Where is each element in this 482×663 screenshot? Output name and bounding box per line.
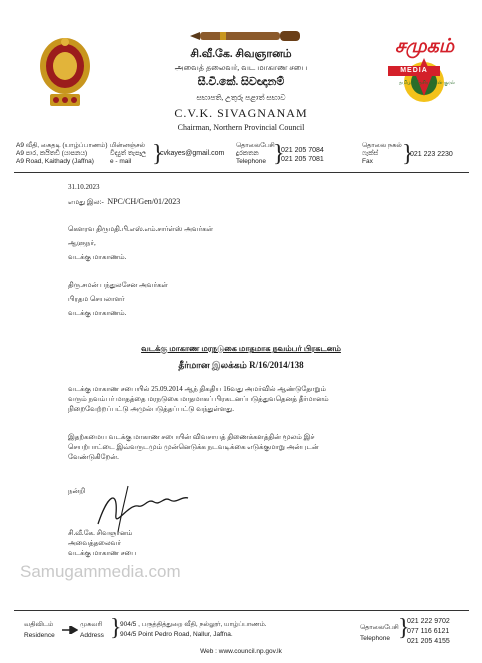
letter-date: 31.10.2023	[68, 183, 100, 191]
paragraph-2: இதற்கமைய வடக்கு மாகாண சபையின் விவசாயத் திணைக்களத்தின் மூலம் இச் செயற்பாட்டை இவ்வருடமும் முன்னெடுக்க நடவடிக்கை எடுக்குமாறு அன்புடன் வேண்டுகிறேன்.	[68, 433, 319, 461]
footer-divider	[14, 610, 469, 611]
office-address: A9 வீதி, கைதடி (யாழ்ப்பாணம்) A9 පාර, කයිතඩි (යාපනය) A9 Road, Kaithady (Jaffna)	[16, 142, 108, 165]
address-label: முகவரி Address	[80, 621, 104, 639]
residence-label: வதிவிடம் Residence	[24, 621, 55, 639]
fax-number: 021 223 2230	[410, 151, 453, 158]
header-divider	[14, 172, 469, 173]
fax-labels: தொலை நகல் ෆැක්ස් Fax	[362, 142, 402, 165]
telephone-brace: }	[273, 141, 285, 167]
signature-icon	[88, 484, 198, 534]
footer-website[interactable]: Web : www.council.np.gov.lk	[200, 648, 282, 655]
title-tamil: அவைத் தலைவர், வட மாகாண சபை	[174, 63, 308, 72]
address-brace: }	[110, 615, 122, 641]
footer-address: 904/5 , பருத்தித்துறை வீதி, நல்லூர், யாழ்ப்பாணம். 904/5 Point Pedro Road, Nallur, Jaffna.	[120, 621, 267, 638]
fountain-pen-icon	[190, 28, 302, 44]
thanks-text: நன்றி	[68, 487, 86, 495]
logo-media-band: MEDIA	[388, 66, 440, 76]
telephone-labels: தொலைபேசி දුරකතන Telephone	[236, 142, 275, 165]
title-sinhala: සභාපති, උතුරු පළාත් සභාව	[196, 93, 286, 102]
arrow-right-icon	[62, 626, 78, 634]
signature-block: சி.வீ.கே. சிவஞானம் அவைத்தலைவர் வடக்கு மாகாண சபை	[68, 529, 137, 557]
footer-telephone-numbers: 021 222 9702 077 116 6121 021 205 4155	[407, 618, 450, 645]
letter-subject: வடக்கு மாகாண மரநடுகை மாதமாக நவம்பர் பிரகடனம்	[141, 344, 341, 353]
footer-telephone-brace: }	[398, 615, 410, 641]
footer-telephone-label: தொலைபேசி Telephone	[360, 624, 399, 642]
watermark: Samugammedia.com	[20, 562, 181, 581]
recipient-2: திரு.சமன் பந்துலசேன அவர்கள் பிரதம செயலாளர் வடக்கு மாகாணம்.	[68, 281, 168, 317]
email-address[interactable]: cvkayes@gmail.com	[160, 150, 225, 157]
email-brace: }	[152, 141, 164, 167]
logo-tagline: தமிழர் தேசியத்தின் குரல்	[399, 80, 455, 86]
fax-brace: }	[402, 141, 414, 167]
title-english: Chairman, Northern Provincial Council	[177, 123, 305, 132]
name-tamil: சி.வீ.கே. சிவஞானம்	[190, 48, 292, 60]
paragraph-1: வடக்கு மாகாண சபையில் 25.09.2014 ஆந் திகதிய 16வது அமர்வில் ஆண்டுதோறும் வரும் நவம்பர் மாதத்தை மரநடுகை மாதமாகப் பிரகடனப்படுத்துவதெனத் தீர்மானம் நிறைவேற்றப்பட்டு அமுல்படுத்தப்பட்டு வந்துள்ளது.	[68, 385, 329, 413]
reference-line: எமது இல:- NPC/CH/Gen/01/2023	[68, 197, 181, 206]
logo-wordmark: சமுகம்	[395, 36, 455, 57]
name-sinhala: සී.වී.කේ. සිවඥානම්	[197, 76, 285, 88]
telephone-numbers: 021 205 7084 021 205 7081	[281, 147, 324, 163]
email-labels: மின்னஞ்சல் විද්‍යුත් තැපෑල e - mail	[110, 142, 147, 165]
name-english: C.V.K. SIVAGNANAM	[174, 106, 308, 120]
resolution-number: தீர்மான இலக்கம் R/16/2014/138	[178, 360, 304, 370]
recipient-1: கௌரவ திருமதி.பி.எஸ்.எம்.சார்ள்ஸ் அவர்கள் ஆளுநர், வடக்கு மாகாணம்.	[68, 225, 214, 261]
